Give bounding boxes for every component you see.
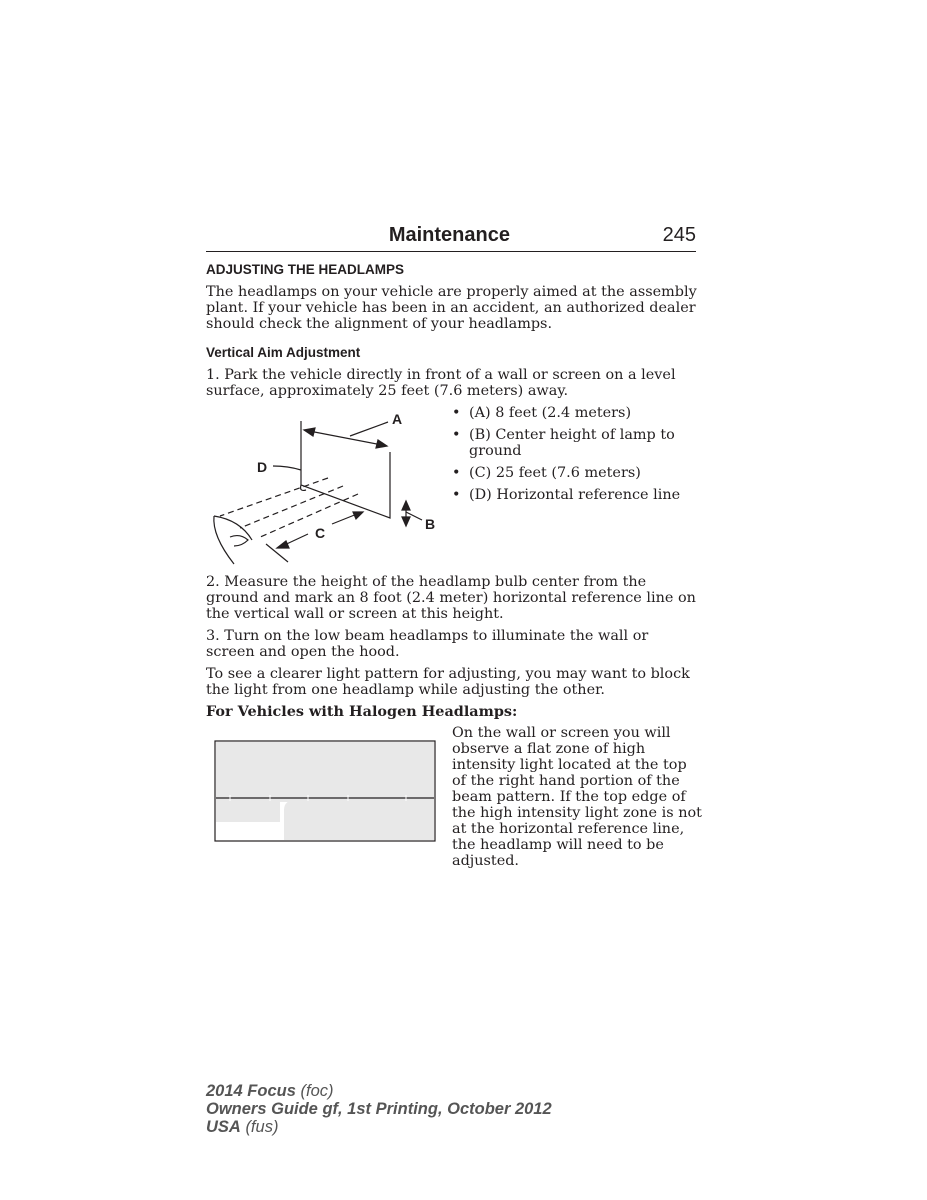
diagram-label-c: C	[315, 525, 326, 541]
list-item: • (A) 8 feet (2.4 meters)	[452, 405, 632, 421]
header-divider	[206, 251, 696, 252]
vehicle-front-outline	[214, 516, 234, 564]
step-1-paragraph: 1. Park the vehicle directly in front of a wall or screen on a level surface, approximately 25 feet (7.6 meters) away.	[206, 367, 676, 399]
dimension-c-arrowhead-lower	[277, 541, 289, 548]
step-3-paragraph: 3. Turn on the low beam headlamps to illuminate the wall or screen and open the hood.	[206, 628, 649, 660]
document-footer	[206, 1082, 552, 1136]
headlamp-aim-diagram	[200, 400, 450, 570]
list-item: • (C) 25 feet (7.6 meters)	[452, 465, 641, 481]
section-heading: ADJUSTING THE HEADLAMPS	[206, 262, 405, 277]
diagram-legend-list	[452, 405, 702, 509]
halogen-description-paragraph: On the wall or screen you will observe a flat zone of high intensity light located at the top of the right hand portion of the beam pattern. If the top edge of the high intensity light zone is not at the horizontal reference line, the headlamp will need to be adjusted.	[452, 725, 702, 869]
list-item: • (D) Horizontal reference line	[452, 487, 681, 503]
dimension-b-arrowhead-down	[402, 517, 410, 526]
page-number: 245	[662, 224, 696, 246]
footer-region: USA	[206, 1118, 241, 1136]
projection-line-top	[220, 478, 328, 516]
step-2-paragraph: 2. Measure the height of the headlamp bulb center from the ground and mark an 8 foot (2.4 meter) horizontal reference line on the vertical wall or screen at this height.	[206, 574, 696, 622]
dimension-a-arrowhead-left	[304, 428, 315, 436]
dimension-d-leader	[273, 466, 301, 470]
dimension-b-arrowhead-up	[402, 501, 410, 510]
diagram-label-b: B	[425, 516, 436, 532]
beam-pattern-right-zone	[284, 800, 434, 840]
footer-model: 2014 Focus	[206, 1082, 296, 1100]
vehicle-headlamp-outline	[230, 536, 248, 546]
footer-model-code: (foc)	[300, 1082, 334, 1100]
intro-paragraph: The headlamps on your vehicle are properly aimed at the assembly plant. If your vehicle has been in an accident, an authorized dealer should check the alignment of your headlamps.	[206, 284, 697, 332]
tip-paragraph: To see a clearer light pattern for adjusting, you may want to block the light from one headlamp while adjusting the other.	[206, 666, 690, 698]
diagram-label-a: A	[392, 411, 403, 427]
halogen-beam-pattern-diagram	[214, 740, 438, 844]
dimension-a-leader	[350, 422, 388, 436]
page-title: Maintenance	[388, 224, 510, 246]
wall-screen-shape	[301, 421, 390, 518]
beam-pattern-lower-left	[216, 800, 280, 822]
dimension-a-line	[304, 430, 387, 446]
subsection-heading-vertical-aim: Vertical Aim Adjustment	[206, 345, 361, 360]
list-item: • (B) Center height of lamp to ground	[452, 427, 675, 459]
halogen-heading: For Vehicles with Halogen Headlamps:	[206, 703, 518, 720]
dimension-a-arrowhead-right	[376, 440, 387, 448]
dimension-c-arrowhead-upper	[353, 512, 363, 519]
diagram-label-d: D	[257, 459, 268, 475]
footer-guide: Owners Guide gf, 1st Printing, October 2012	[206, 1100, 552, 1118]
footer-region-code: (fus)	[245, 1118, 279, 1136]
